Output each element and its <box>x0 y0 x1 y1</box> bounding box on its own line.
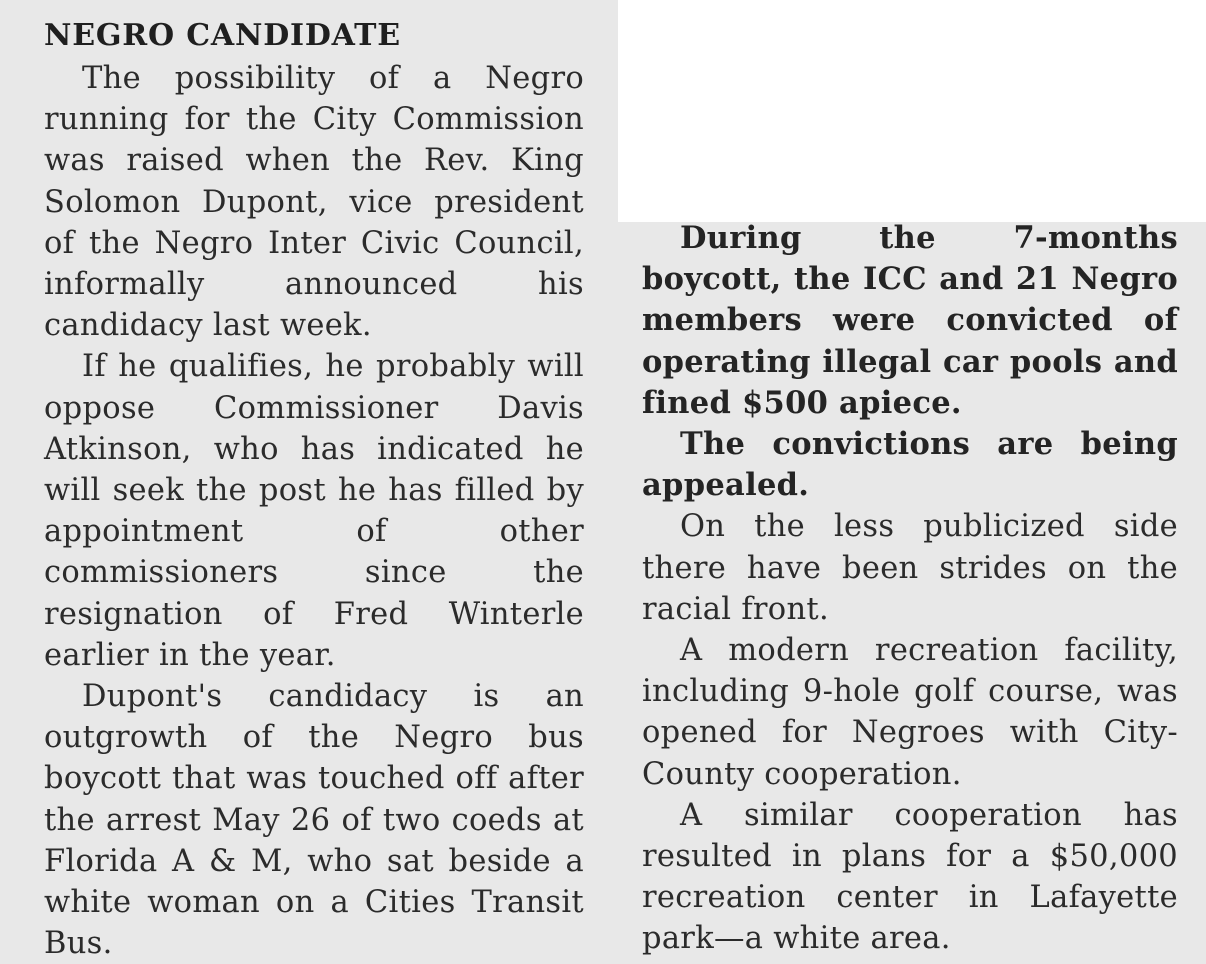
paragraph-candidate-announcement: The possibility of a Negro running for the City Commission was raised when the Rev. King Solomon Dupont, vice president of the Negro Inter Civic Council, informally announced his candidacy last week. <box>44 61 584 344</box>
headline: NEGRO CANDIDATE <box>44 18 401 53</box>
paragraph-strides: On the less publicized side there have been strides on the racial front. <box>642 509 1178 627</box>
left-column <box>44 14 584 964</box>
paragraph-golf-facility: A modern recreation facility, including 9-hole golf course, was opened for Negroes with City-County cooperation. <box>642 633 1178 792</box>
paragraph-boycott-origin: Dupont's candidacy is an outgrowth of the Negro bus boycott that was touched off after the arrest May 26 of two coeds at Florida A & M, who sat beside a white woman on a Cities Transit Bus. <box>44 679 584 962</box>
paragraph-opponent: If he qualifies, he probably will oppose Commissioner Davis Atkinson, who has indicated he will seek the post he has filled by appointment of other commissioners since the resignation of Fred Winterle earlier in the year. <box>44 349 584 673</box>
paragraph-appeal: The convictions are being appealed. <box>642 426 1178 504</box>
paragraph-convictions: During the 7-months boycott, the ICC and 21 Negro members were convicted of operating illegal car pools and fined $500 apiece. <box>642 220 1178 421</box>
paragraph-recreation-center: A similar cooperation has resulted in plans for a $50,000 recreation center in Lafayette park—a white area. <box>642 797 1178 957</box>
right-column <box>642 218 1178 960</box>
